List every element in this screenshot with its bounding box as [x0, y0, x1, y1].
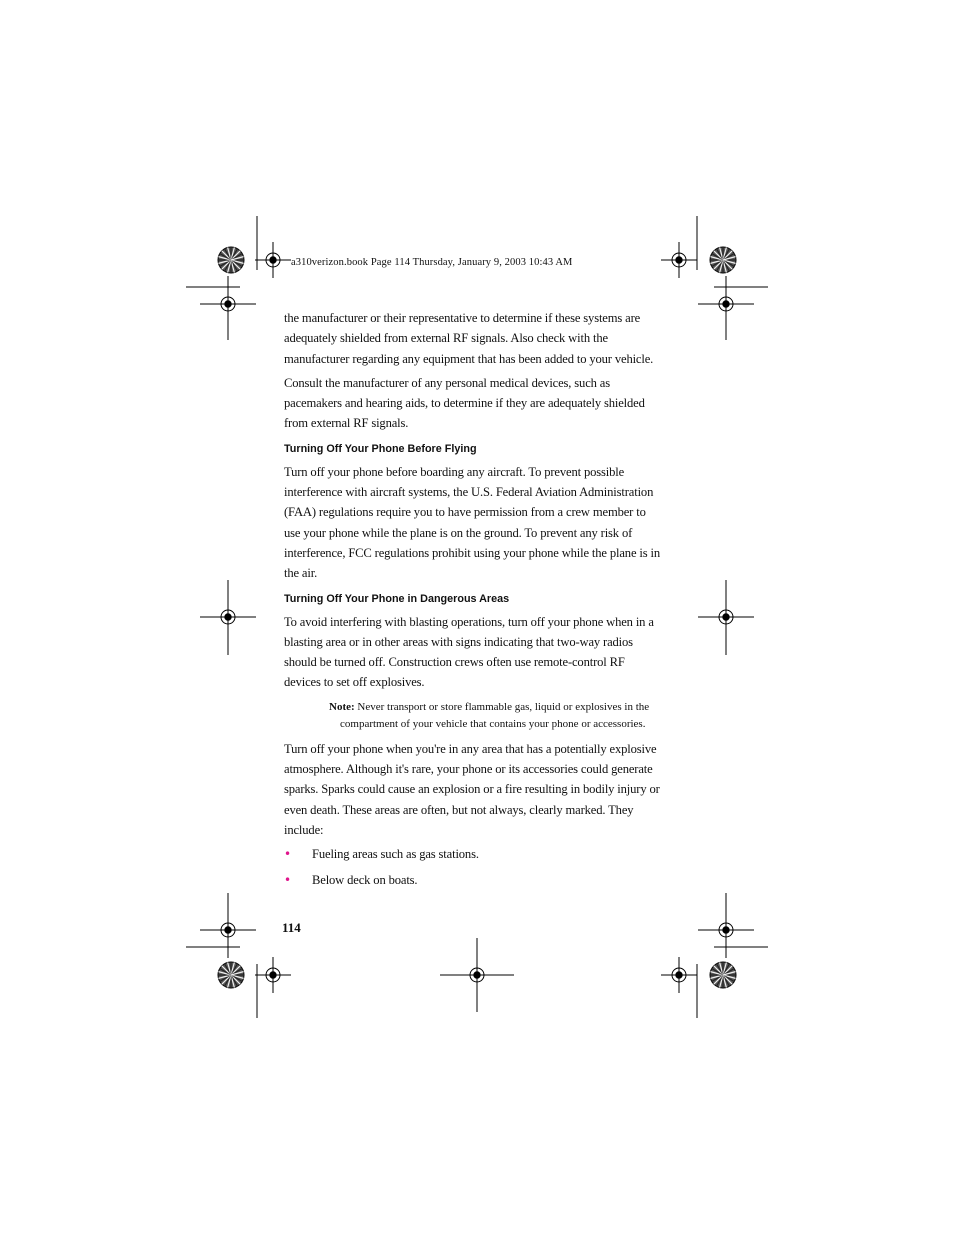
bullet-icon: •	[284, 847, 291, 862]
paragraph-blasting: To avoid interfering with blasting operations, turn off your phone when in a blasting area or in other areas with signs indicating that two-way radios should be turned off. Construction crews often use remote-control RF devices to set off explosives.	[284, 614, 654, 690]
note-flammables	[329, 699, 659, 733]
list-item: • Fueling areas such as gas stations.	[284, 844, 664, 864]
heading-before-flying: Turning Off Your Phone Before Flying	[284, 442, 477, 455]
page-content	[284, 308, 664, 895]
bullet-icon: •	[284, 872, 291, 887]
paragraph-rf-shielding: the manufacturer or their representative to determine if these systems are adequately shielded from external RF signals. Also check with the manufacturer regarding any equipment that has been added to your vehicle.	[284, 311, 654, 366]
paragraph-medical-devices: Consult the manufacturer of any personal medical devices, such as pacemakers and hearing aids, to determine if they are adequately shielded from external RF signals.	[284, 375, 645, 431]
note-line-2: compartment of your vehicle that contains your phone or accessories.	[340, 717, 646, 730]
paragraph-flying: Turn off your phone before boarding any aircraft. To prevent possible interference with aircraft systems, the U.S. Federal Aviation Administration (FAA) regulations require you to have permission from a crew member to use your phone while the plane is on the ground. To prevent any risk of interference, FCC regulations prohibit using your phone while the plane is in the air.	[284, 464, 660, 581]
hazard-area-list	[284, 844, 664, 890]
paragraph-explosive-atmosphere: Turn off your phone when you're in any area that has a potentially explosive atmosphere. Although it's rare, your phone or its accessories could generate sparks. Sparks could cause an explosion or a fire resulting in bodily injury or even death. These areas are often, but not always, clearly marked. They include:	[284, 741, 660, 837]
page-number: 114	[282, 920, 301, 935]
list-item: • Below deck on boats.	[284, 870, 664, 890]
print-slug-line: a310verizon.book Page 114 Thursday, January 9, 2003 10:43 AM	[291, 257, 573, 268]
note-line-1: Never transport or store flammable gas, liquid or explosives in the	[354, 700, 650, 713]
heading-dangerous-areas: Turning Off Your Phone in Dangerous Areas	[284, 592, 510, 605]
note-label: Note:	[329, 700, 355, 713]
